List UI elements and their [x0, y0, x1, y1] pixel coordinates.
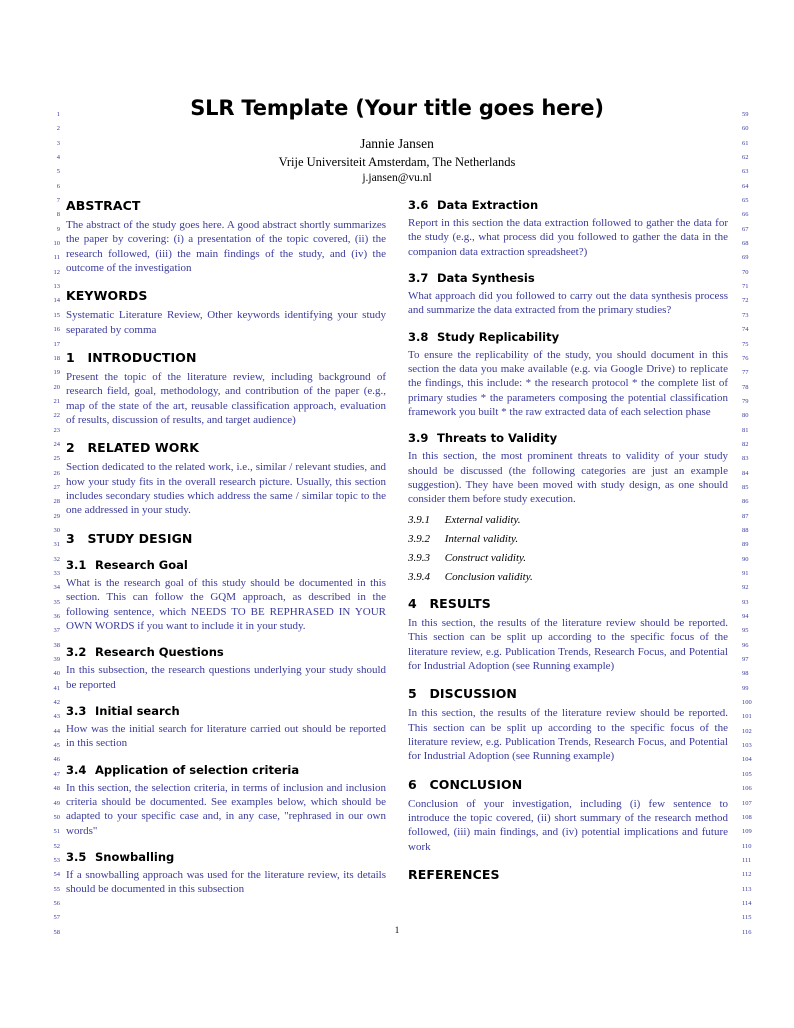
- line-number: 56: [53, 899, 60, 907]
- subsection-heading-selection-criteria: [66, 763, 386, 777]
- line-number: 60: [742, 125, 749, 133]
- conclusion-text: Conclusion of your investigation, including (i) few sentence to introduce the topic covered, (ii) short summary of the research method followed, (iii) main findings, and (iv) potential implications and future work: [408, 797, 728, 853]
- line-number: 96: [742, 641, 749, 649]
- subsection-heading-initial-search: [66, 704, 386, 718]
- subsection-heading-threats: [408, 431, 728, 445]
- line-number: 92: [742, 584, 749, 592]
- related-work-text: Section dedicated to the related work, i.e., similar / relevant studies, and how your study fits in the overall research picture. Usually, this section includes secondary studies which address the same / similar topic to the one addressed in your study.: [66, 461, 386, 517]
- conclusion-heading-label: CONCLUSION: [429, 776, 523, 792]
- author-email: j.jansen@vu.nl: [362, 172, 432, 184]
- line-number: 51: [53, 828, 60, 836]
- construct-validity-number: 3.9.3: [408, 551, 430, 564]
- line-number: 38: [53, 641, 60, 649]
- line-number: 73: [742, 311, 749, 319]
- discussion-number: 5: [408, 686, 417, 702]
- subsection-heading-study-replicability: [408, 330, 728, 344]
- results-text: In this section, the results of the literature review should be reported. This section can be split up according to the specific focus of the literature review, e.g. Publication Trends, Research Focus, and Potential for Industrial Adoption (see Running example): [408, 616, 728, 672]
- line-number: 5: [56, 168, 60, 176]
- line-number: 4: [56, 154, 60, 162]
- line-number: 101: [742, 713, 752, 721]
- snowballing-heading-label: Snowballing: [95, 849, 175, 864]
- snowballing-text: If a snowballing approach was used for the literature review, its details should be documented in this subsection: [66, 868, 386, 896]
- line-number: 10: [53, 240, 60, 248]
- related-work-heading-label: RELATED WORK: [87, 440, 200, 456]
- conclusion-validity-number: 3.9.4: [408, 570, 430, 583]
- subsection-heading-research-questions: [66, 645, 386, 659]
- line-number: 27: [53, 483, 60, 491]
- line-number: 7: [56, 197, 60, 205]
- left-column: [66, 198, 386, 899]
- line-number: 111: [742, 856, 752, 864]
- line-number: 95: [742, 627, 749, 635]
- line-number: 75: [742, 340, 749, 348]
- external-validity-label: External validity.: [444, 513, 521, 526]
- line-number: 68: [742, 240, 749, 248]
- subsubsection-construct-validity: [408, 552, 728, 564]
- line-number: 32: [53, 555, 60, 563]
- introduction-text: Present the topic of the literature review, including background of research field, goal, methodology, and contribution of the paper (e.g., map of the state of the art, reusable classification approach, evaluation of results, discussion of results, and target audience): [66, 371, 386, 427]
- line-number: 70: [742, 268, 749, 276]
- line-number: 33: [53, 570, 60, 577]
- section-heading-study-design: [66, 531, 386, 546]
- line-number: 81: [742, 426, 749, 434]
- paper-content: [66, 96, 728, 899]
- section-heading-related-work: [66, 440, 386, 455]
- related-work-number: 2: [66, 440, 75, 456]
- page-title: SLR Template (Your title goes here): [190, 96, 604, 120]
- line-number-gutter-left: [38, 108, 60, 940]
- line-number: 67: [742, 225, 749, 233]
- line-number: 87: [742, 512, 749, 520]
- subsection-heading-research-goal: [66, 558, 386, 572]
- line-number: 115: [742, 914, 752, 922]
- line-number: 69: [742, 254, 749, 262]
- initial-search-number: 3.3: [66, 703, 87, 718]
- keywords-text: Systematic Literature Review, Other keywords identifying your study separated by comma: [66, 309, 386, 336]
- line-number: 66: [742, 211, 749, 219]
- line-number: 19: [53, 369, 60, 377]
- study-replicability-heading-label: Study Replicability: [437, 329, 560, 344]
- page-number: 1: [394, 925, 400, 935]
- line-number: 107: [742, 799, 752, 807]
- line-number: 34: [53, 584, 60, 592]
- research-goal-heading-label: Research Goal: [95, 557, 188, 572]
- line-number: 62: [742, 154, 749, 162]
- line-number: 44: [53, 727, 60, 735]
- discussion-text: In this section, the results of the literature review should be reported. This section can be split up according to the specific focus of the literature review, e.g. Publication Trends, Research Focus, and Potential for Industrial Adoption (see Running example): [408, 707, 728, 763]
- abstract-heading-label: ABSTRACT: [66, 198, 141, 213]
- line-number: 52: [53, 842, 60, 850]
- data-synthesis-heading-label: Data Synthesis: [437, 271, 535, 286]
- line-number: 20: [53, 383, 60, 391]
- external-validity-number: 3.9.1: [408, 513, 430, 526]
- line-number: 45: [53, 742, 60, 750]
- line-number: 63: [742, 168, 749, 176]
- line-number: 103: [742, 742, 752, 750]
- section-heading-abstract: [66, 198, 386, 213]
- author-affiliation: Vrije Universiteit Amsterdam, The Netherlands: [278, 155, 516, 169]
- line-number: 116: [742, 928, 752, 936]
- line-number: 9: [56, 225, 60, 233]
- line-number: 82: [742, 440, 749, 448]
- research-questions-heading-label: Research Questions: [95, 645, 224, 660]
- line-number: 88: [742, 526, 749, 534]
- results-heading-label: RESULTS: [429, 595, 491, 611]
- introduction-number: 1: [66, 350, 75, 366]
- study-replicability-number: 3.8: [408, 329, 429, 344]
- introduction-heading-label: INTRODUCTION: [87, 350, 197, 366]
- line-number: 29: [53, 512, 60, 520]
- keywords-heading-label: KEYWORDS: [66, 288, 148, 304]
- line-number-gutter-right: [742, 108, 764, 940]
- subsection-heading-snowballing: [66, 850, 386, 864]
- line-number: 99: [742, 684, 749, 692]
- line-number: 98: [742, 670, 749, 678]
- line-number: 76: [742, 354, 749, 362]
- threats-heading-label: Threats to Validity: [437, 431, 558, 446]
- line-number: 105: [742, 770, 752, 778]
- line-number: 25: [53, 455, 60, 463]
- line-number: 26: [53, 469, 60, 477]
- line-number: 15: [53, 311, 60, 319]
- study-design-heading-label: STUDY DESIGN: [87, 530, 193, 546]
- data-synthesis-number: 3.7: [408, 271, 429, 286]
- threats-number: 3.9: [408, 431, 429, 446]
- line-number: 50: [53, 813, 60, 821]
- study-design-number: 3: [66, 530, 75, 546]
- snowballing-number: 3.5: [66, 849, 87, 864]
- line-number: 43: [53, 713, 60, 721]
- data-extraction-number: 3.6: [408, 198, 429, 212]
- line-number: 78: [742, 383, 749, 391]
- line-number: 89: [742, 541, 749, 549]
- line-number: 65: [742, 197, 749, 205]
- research-questions-text: In this subsection, the research questions underlying your study should be reported: [66, 664, 386, 691]
- line-number: 108: [742, 813, 752, 821]
- line-number: 90: [742, 555, 749, 563]
- line-number: 77: [742, 369, 749, 377]
- construct-validity-label: Construct validity.: [444, 551, 527, 564]
- line-number: 113: [742, 885, 752, 893]
- line-number: 31: [53, 541, 60, 549]
- line-number: 13: [53, 283, 60, 291]
- two-column-body: [66, 198, 728, 899]
- section-heading-keywords: [66, 288, 386, 303]
- selection-criteria-heading-label: Application of selection criteria: [95, 762, 300, 777]
- research-questions-number: 3.2: [66, 645, 87, 660]
- line-number: 41: [53, 684, 60, 692]
- section-heading-references: [408, 867, 728, 882]
- subsection-heading-data-synthesis: [408, 271, 728, 285]
- initial-search-text: How was the initial search for literature carried out should be reported in this section: [66, 722, 386, 750]
- discussion-heading-label: DISCUSSION: [429, 686, 517, 702]
- study-replicability-text: To ensure the replicability of the study, you should document in this section the data you make available (e.g. via Google Drive) to replicate the findings, this include: * the research protocol * the complete list of primary studies * the parameters composing the potential classification framework you built * the raw extracted data of each selection phase: [408, 348, 728, 419]
- line-number: 85: [742, 483, 749, 491]
- internal-validity-label: Internal validity.: [444, 532, 519, 545]
- line-number: 112: [742, 871, 752, 879]
- line-number: 36: [53, 613, 60, 621]
- line-number: 24: [53, 440, 60, 448]
- line-number: 30: [53, 526, 60, 534]
- line-number: 100: [742, 699, 752, 707]
- line-number: 53: [53, 856, 60, 864]
- line-number: 39: [53, 656, 60, 664]
- line-number: 54: [53, 871, 60, 879]
- internal-validity-number: 3.9.2: [408, 532, 430, 545]
- line-number: 93: [742, 598, 749, 606]
- line-number: 11: [53, 254, 60, 262]
- line-number: 58: [53, 928, 60, 936]
- line-number: 1: [56, 111, 60, 118]
- conclusion-validity-label: Conclusion validity.: [444, 570, 533, 583]
- right-column: [408, 198, 728, 899]
- line-number: 79: [742, 397, 749, 405]
- data-extraction-text: Report in this section the data extraction followed to gather the data for the study (e.g., what process did you followed to gather the data in the companion data extraction spreadsheet?): [408, 217, 728, 258]
- results-number: 4: [408, 595, 417, 611]
- section-heading-introduction: [66, 350, 386, 365]
- section-heading-discussion: [408, 686, 728, 701]
- line-number: 86: [742, 498, 749, 506]
- line-number: 8: [56, 211, 60, 219]
- line-number: 94: [742, 613, 749, 621]
- line-number: 91: [742, 570, 749, 577]
- line-number: 47: [53, 770, 60, 778]
- data-synthesis-text: What approach did you followed to carry out the data synthesis process and summarize the data extracted from the primary studies?: [408, 290, 728, 317]
- line-number: 104: [742, 756, 752, 764]
- line-number: 57: [53, 914, 60, 922]
- line-number: 59: [742, 111, 749, 118]
- line-number: 21: [53, 397, 60, 405]
- line-number: 64: [742, 182, 749, 190]
- research-goal-number: 3.1: [66, 557, 87, 572]
- subsubsection-internal-validity: [408, 533, 728, 545]
- line-number: 71: [742, 283, 749, 291]
- line-number: 22: [53, 412, 60, 420]
- line-number: 14: [53, 297, 60, 305]
- line-number: 84: [742, 469, 749, 477]
- line-number: 16: [53, 326, 60, 334]
- line-number: 48: [53, 785, 60, 793]
- line-number: 83: [742, 455, 749, 463]
- line-number: 61: [742, 139, 749, 147]
- line-number: 72: [742, 297, 749, 305]
- line-number: 114: [742, 899, 752, 907]
- research-goal-text: What is the research goal of this study should be documented in this section. This can follow the GQM approach, as described in the following sentence, which NEEDS TO BE REPHRASED IN YOUR OWN WORDS if you want to include it in your study.: [66, 576, 386, 632]
- line-number: 74: [742, 326, 749, 334]
- line-number: 106: [742, 785, 752, 793]
- line-number: 3: [56, 139, 60, 147]
- line-number: 12: [53, 268, 60, 276]
- selection-criteria-text: In this section, the selection criteria, in terms of inclusion and inclusion criteria should be documented. See examples below, which should be adapted to your specific case and, in any case, "rephrased in our own words": [66, 781, 386, 837]
- section-heading-conclusion: [408, 777, 728, 792]
- line-number: 80: [742, 412, 749, 420]
- line-number: 102: [742, 727, 752, 735]
- line-number: 97: [742, 656, 749, 664]
- conclusion-number: 6: [408, 776, 417, 792]
- line-number: 42: [53, 699, 60, 707]
- line-number: 23: [53, 426, 60, 434]
- line-number: 17: [53, 340, 60, 348]
- line-number: 18: [53, 354, 60, 362]
- line-number: 6: [56, 182, 60, 190]
- threats-text: In this section, the most prominent threats to validity of your study should be discussed (the following categories are just an example suggestion). They have been moved with study design, as one should consider them before study execution.: [408, 450, 728, 506]
- line-number: 40: [53, 670, 60, 678]
- subsubsection-conclusion-validity: [408, 571, 728, 583]
- line-number: 28: [53, 498, 60, 506]
- line-number: 49: [53, 799, 60, 807]
- line-number: 109: [742, 828, 752, 836]
- references-heading-label: REFERENCES: [408, 866, 500, 882]
- subsubsection-external-validity: [408, 514, 728, 526]
- data-extraction-heading-label: Data Extraction: [437, 198, 539, 212]
- abstract-text: The abstract of the study goes here. A good abstract shortly summarizes the paper by covering: (i) a presentation of the topic covered, (ii) the research followed, (iii) the main findings of the study, and (iv) the outcome of the investigation: [66, 219, 386, 275]
- line-number: 2: [56, 125, 60, 133]
- subsection-heading-data-extraction: [408, 198, 728, 212]
- line-number: 55: [53, 885, 60, 893]
- section-heading-results: [408, 596, 728, 611]
- line-number: 37: [53, 627, 60, 635]
- line-number: 35: [53, 598, 60, 606]
- initial-search-heading-label: Initial search: [95, 703, 180, 718]
- line-number: 110: [742, 842, 752, 850]
- selection-criteria-number: 3.4: [66, 762, 87, 777]
- line-number: 46: [53, 756, 60, 764]
- author-name: Jannie Jansen: [360, 136, 434, 151]
